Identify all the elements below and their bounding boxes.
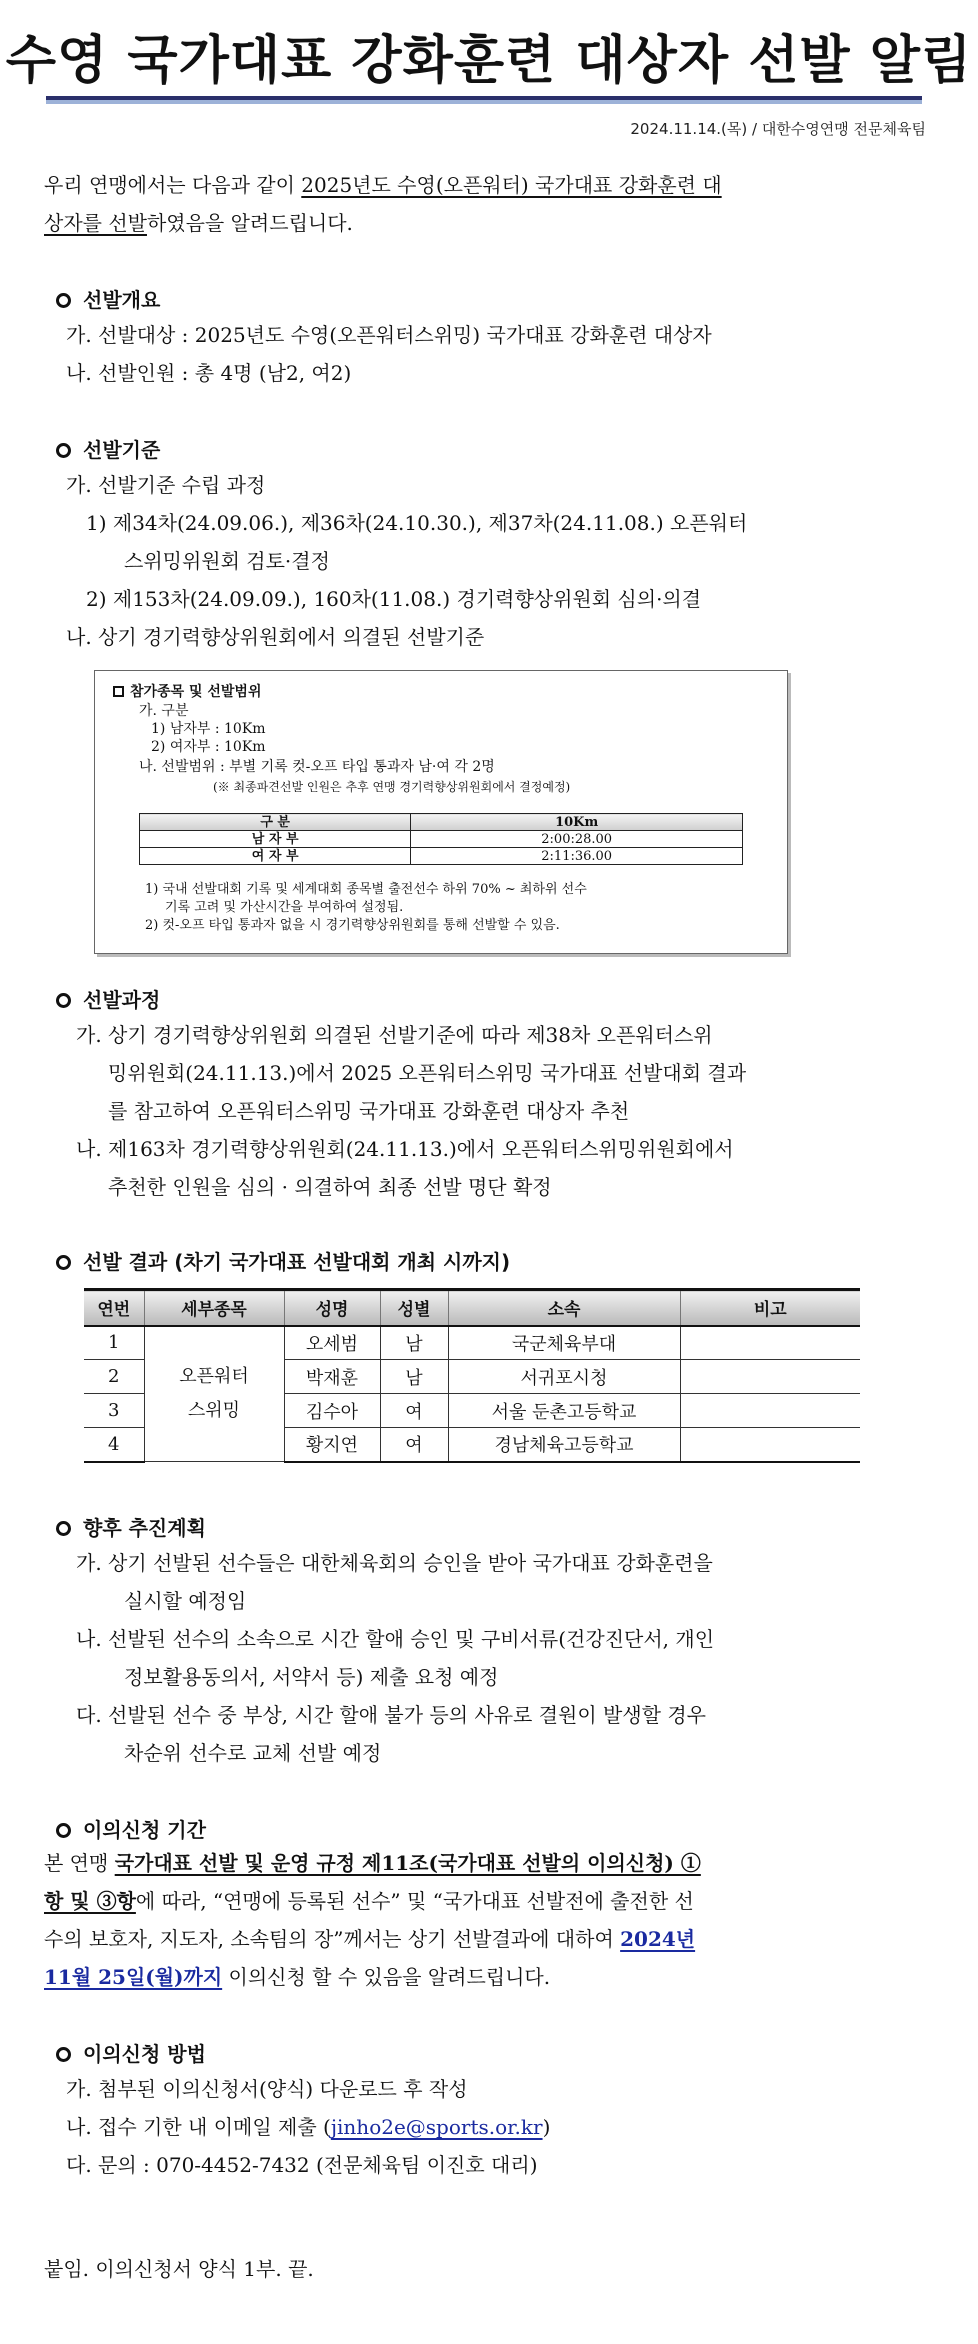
athlete-team: 경남체육고등학교 [448,1428,680,1462]
cutoff-table [139,813,743,865]
row-number: 2 [84,1360,144,1394]
process-line: 가. 상기 경기력향상위원회 의결된 선발기준에 따라 제38차 오픈워터스위 [76,1023,713,1047]
plan-line: 다. 선발된 선수 중 부상, 시간 할애 불가 등의 사유로 결원이 발생할 경우 [76,1703,706,1727]
overview-item: 가. 선발대상 : 2025년도 수영(오픈워터스위밍) 국가대표 강화훈련 대상자 [66,323,712,347]
cutoff-row-label: 여 자 부 [140,848,411,865]
results-header: 세부종목 [144,1290,284,1326]
results-header: 연번 [84,1290,144,1326]
section-process-heading: 선발과정 [56,984,160,1013]
circle-bullet-icon [56,1823,71,1838]
intro-lead: 우리 연맹에서는 다음과 같이 [44,173,302,197]
criteria-box-line: 가. 구분 [139,703,189,719]
plan-line: 실시할 예정임 [124,1589,247,1613]
section-objection-period-heading: 이의신청 기간 [56,1814,206,1843]
criteria-box-line: 2) 여자부 : 10Km [151,739,266,755]
document-title: 수영 국가대표 강화훈련 대상자 선발 알림 [5,31,973,91]
cutoff-header: 구 분 [140,814,411,831]
attachment-note: 붙임. 이의신청서 양식 1부. 끝. [44,2257,314,2281]
athlete-note [680,1428,860,1462]
athlete-team: 서울 둔촌고등학교 [448,1394,680,1428]
process-line: 추천한 인원을 심의 · 의결하여 최종 선발 명단 확정 [108,1175,552,1199]
method-line: 나. 접수 기한 내 이메일 제출 (jinho2e@sports.or.kr) [66,2115,551,2139]
athlete-gender: 여 [380,1428,448,1462]
athlete-name: 박재훈 [284,1360,380,1394]
results-header: 비고 [680,1290,860,1326]
athlete-note [680,1394,860,1428]
criteria-box [94,670,788,954]
plan-line: 차순위 선수로 교체 선발 예정 [124,1741,382,1765]
dateline: 2024.11.14.(목) / 대한수영연맹 전문체육팀 [630,120,926,138]
results-table [84,1288,860,1463]
intro-highlight-2: 상자를 선발 [44,211,147,235]
section-objection-method-heading: 이의신청 방법 [56,2038,206,2067]
method-line: 다. 문의 : 070-4452-7432 (전문체육팀 이진호 대리) [66,2153,538,2177]
event-cell: 오픈워터 스위밍 [144,1326,284,1462]
results-header: 성별 [380,1290,448,1326]
plan-line: 나. 선발된 선수의 소속으로 시간 할애 승인 및 구비서류(건강진단서, 개인 [76,1627,715,1651]
square-bullet-icon [113,686,124,697]
athlete-gender: 남 [380,1326,448,1360]
athlete-name: 오세범 [284,1326,380,1360]
criteria-box-note-line: (※ 최종파견선발 인원은 추후 연맹 경기력향상위원회에서 결정예정) [213,780,571,794]
row-number: 3 [84,1394,144,1428]
row-number: 1 [84,1326,144,1360]
criteria-box-footnote: 기록 고려 및 가산시간을 부여하여 설정됨. [165,900,404,915]
athlete-gender: 남 [380,1360,448,1394]
circle-bullet-icon [56,1521,71,1536]
criteria-box-title: 참가종목 및 선발범위 [113,683,261,701]
email-link[interactable]: jinho2e@sports.or.kr [330,2115,543,2139]
regulation-reference: 항 및 ③항 [44,1889,136,1913]
criteria-box-line: 나. 선발범위 : 부별 기록 컷-오프 타입 통과자 남·여 각 2명 [139,759,495,775]
circle-bullet-icon [56,443,71,458]
cutoff-row-label: 남 자 부 [140,831,411,848]
method-line: 가. 첨부된 이의신청서(양식) 다운로드 후 작성 [66,2077,468,2101]
athlete-note [680,1326,860,1360]
criteria-line: 1) 제34차(24.09.06.), 제36차(24.10.30.), 제37차(24.11.08.) 오픈워터 [86,511,748,535]
title-rule-light [46,100,922,104]
deadline: 2024년 [620,1927,696,1951]
deadline: 11월 25일(월)까지 [44,1965,223,1989]
results-header: 성명 [284,1290,380,1326]
cutoff-header: 10Km [411,814,743,831]
athlete-note [680,1360,860,1394]
circle-bullet-icon [56,1255,71,1270]
circle-bullet-icon [56,2047,71,2062]
section-results-heading: 선발 결과 (차기 국가대표 선발대회 개최 시까지) [56,1246,510,1275]
athlete-name: 김수아 [284,1394,380,1428]
criteria-box-footnote: 2) 컷-오프 타입 통과자 없을 시 경기력향상위원회를 통해 선발할 수 있음. [145,918,560,933]
athlete-name: 황지연 [284,1428,380,1462]
criteria-box-footnote: 1) 국내 선발대회 기록 및 세계대회 종목별 출전선수 하위 70% ~ 최하위 선수 [145,882,587,897]
athlete-gender: 여 [380,1394,448,1428]
overview-item: 나. 선발인원 : 총 4명 (남2, 여2) [66,361,352,385]
regulation-reference: 국가대표 선발 및 운영 규정 제11조(국가대표 선발의 이의신청) ① [114,1851,701,1875]
criteria-line: 스위밍위원회 검토·결정 [124,549,330,573]
process-line: 밍위원회(24.11.13.)에서 2025 오픈워터스위밍 국가대표 선발대회 결과 [108,1061,747,1085]
intro-highlight-1: 2025년도 수영(오픈워터) 국가대표 강화훈련 대 [301,173,722,197]
section-overview-heading: 선발개요 [56,284,160,313]
objection-period-paragraph: 본 연맹 국가대표 선발 및 운영 규정 제11조(국가대표 선발의 이의신청) ① 항 및 ③항에 따라, “연맹에 등록된 선수” 및 “국가대표 선발전에 출전한 선 수의 보호자, 지도자, 소속팀의 장”께서는 상기 선발결과에 대하여 2024년 11월 25일(월)까지 이의신청 할 수 있음을 알려드립니다. [44,1851,701,1989]
cutoff-row-value: 2:00:28.00 [411,831,743,848]
intro-tail: 하였음을 알려드립니다. [146,211,353,235]
criteria-line: 나. 상기 경기력향상위원회에서 의결된 선발기준 [66,625,485,649]
process-line: 나. 제163차 경기력향상위원회(24.11.13.)에서 오픈워터스위밍위원회에서 [76,1137,734,1161]
cutoff-row-value: 2:11:36.00 [411,848,743,865]
circle-bullet-icon [56,993,71,1008]
athlete-team: 서귀포시청 [448,1360,680,1394]
plan-line: 가. 상기 선발된 선수들은 대한체육회의 승인을 받아 국가대표 강화훈련을 [76,1551,713,1575]
process-line: 를 참고하여 오픈워터스위밍 국가대표 강화훈련 대상자 추천 [108,1099,630,1123]
intro-paragraph [44,166,924,242]
plan-line: 정보활용동의서, 서약서 등) 제출 요청 예정 [124,1665,499,1689]
circle-bullet-icon [56,293,71,308]
criteria-line: 가. 선발기준 수립 과정 [66,473,266,497]
criteria-line: 2) 제153차(24.09.09.), 160차(11.08.) 경기력향상위원회 심의·의결 [86,587,702,611]
section-plan-heading: 향후 추진계획 [56,1512,206,1541]
row-number: 4 [84,1428,144,1462]
athlete-team: 국군체육부대 [448,1326,680,1360]
results-header: 소속 [448,1290,680,1326]
table-row [84,1326,860,1360]
section-criteria-heading: 선발기준 [56,434,160,463]
criteria-box-line: 1) 남자부 : 10Km [151,721,266,737]
